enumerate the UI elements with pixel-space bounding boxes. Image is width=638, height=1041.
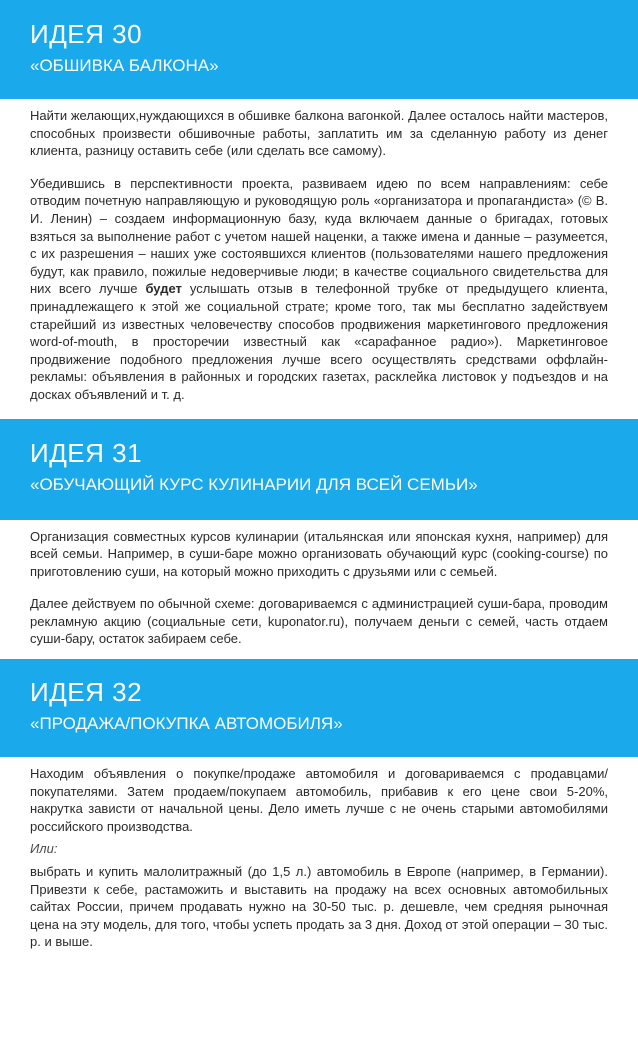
idea-31-body	[0, 520, 638, 649]
idea-32-header	[0, 659, 638, 757]
idea-32-paragraph-2: выбрать и купить малолитражный (до 1,5 л.) автомобиль в Европе (например, в Германии). Привезти к себе, растаможить и выставить на продажу на всех основных автомобильных сайтах России, причем продавать нужно на 30-50 тыс. р. дешевле, чем средняя рыночная цена на эту модель, для того, чтобы успеть продать за 3 дня. Доход от этой операции – 30 тыс. р. и выше.	[30, 864, 608, 950]
idea-31-number: ИДЕЯ 31	[30, 437, 143, 468]
idea-32-body	[0, 757, 638, 951]
idea-30-number: ИДЕЯ 30	[30, 19, 143, 49]
idea-31-paragraph-2: Далее действуем по обычной схеме: договариваемся с администрацией суши-бара, проводим рекламную акцию (социальные сети, kuponator.ru), получаем деньги с семей, часть отдаем суши-бару, остаток забираем себе.	[30, 596, 608, 647]
idea-31-header	[0, 419, 638, 520]
idea-32-number: ИДЕЯ 32	[30, 677, 143, 708]
idea-30-bold-word: будет	[145, 281, 182, 297]
idea-32-or-label: Или:	[30, 841, 58, 857]
idea-30-paragraph-2	[30, 175, 608, 404]
idea-30-title: «ОБШИВКА БАЛКОНА»	[30, 56, 219, 75]
idea-30-paragraph-1: Найти желающих,нуждающихся в обшивке балкона вагонкой. Далее осталось найти мастеров, способных произвести обшивочные работы, заплатить им за сделанную работу из денег клиента, разницу оставить себе (или сделать все самому).	[30, 108, 608, 159]
idea-32-title: «ПРОДАЖА/ПОКУПКА АВТОМОБИЛЯ»	[30, 714, 343, 734]
idea-30-header	[0, 0, 638, 99]
idea-32-paragraph-1: Находим объявления о покупке/продаже автомобиля и договариваемся с продавцами/ покупателями. Затем продаем/покупаем автомобиль, прибавив к его цене свои 5-20%, накрутка зависти от начальной цены. Дело иметь лучше с не очень старыми автомобилями российского производства.	[30, 766, 608, 834]
idea-30-paragraph-2-end: услышать отзыв в телефонной трубке от предыдущего клиента, принадлежащего к этой же социальной страте; кроме того, так мы бесплатно задействуем старейший из известных человечеству способов продвижения маркетингового предложения word-of-mouth, в просторечии известный как «сарафанное радио»). Маркетинговое продвижение подобного предложения лучше всего осуществлять средствами оффлайн-рекламы: объявления в районных и городских газетах, расклейка листовок у подъездов и на досках объявлений и т. д.	[30, 281, 608, 402]
idea-30-body	[0, 99, 638, 404]
idea-31-paragraph-1: Организация совместных курсов кулинарии (итальянская или японская кухня, например) для всей семьи. Например, в суши-баре можно организовать обучающий курс (cooking-course) по приготовлению суши, на который можно приходить с друзьями или с семьей.	[30, 528, 608, 579]
idea-31-title: «ОБУЧАЮЩИЙ КУРС КУЛИНАРИИ ДЛЯ ВСЕЙ СЕМЬИ»	[30, 474, 478, 494]
idea-30-paragraph-2-start: Убедившись в перспективности проекта, развиваем идею по всем направлениям: себе отводим почетную направляющую и руководящую роль «организатора и пропагандиста» (© В. И. Ленин) – создаем информационную базу, куда включаем данные о бригадах, готовых взяться за выполнение работ с учетом нашей наценки, а также имена и данные – разумеется, с их разрешения – наших уже состоявшихся клиентов (пользователями нашего предложения будут, как правило, пожилые недоверчивые люди; в качестве социального свидетельства для них всего лучше	[30, 175, 608, 297]
